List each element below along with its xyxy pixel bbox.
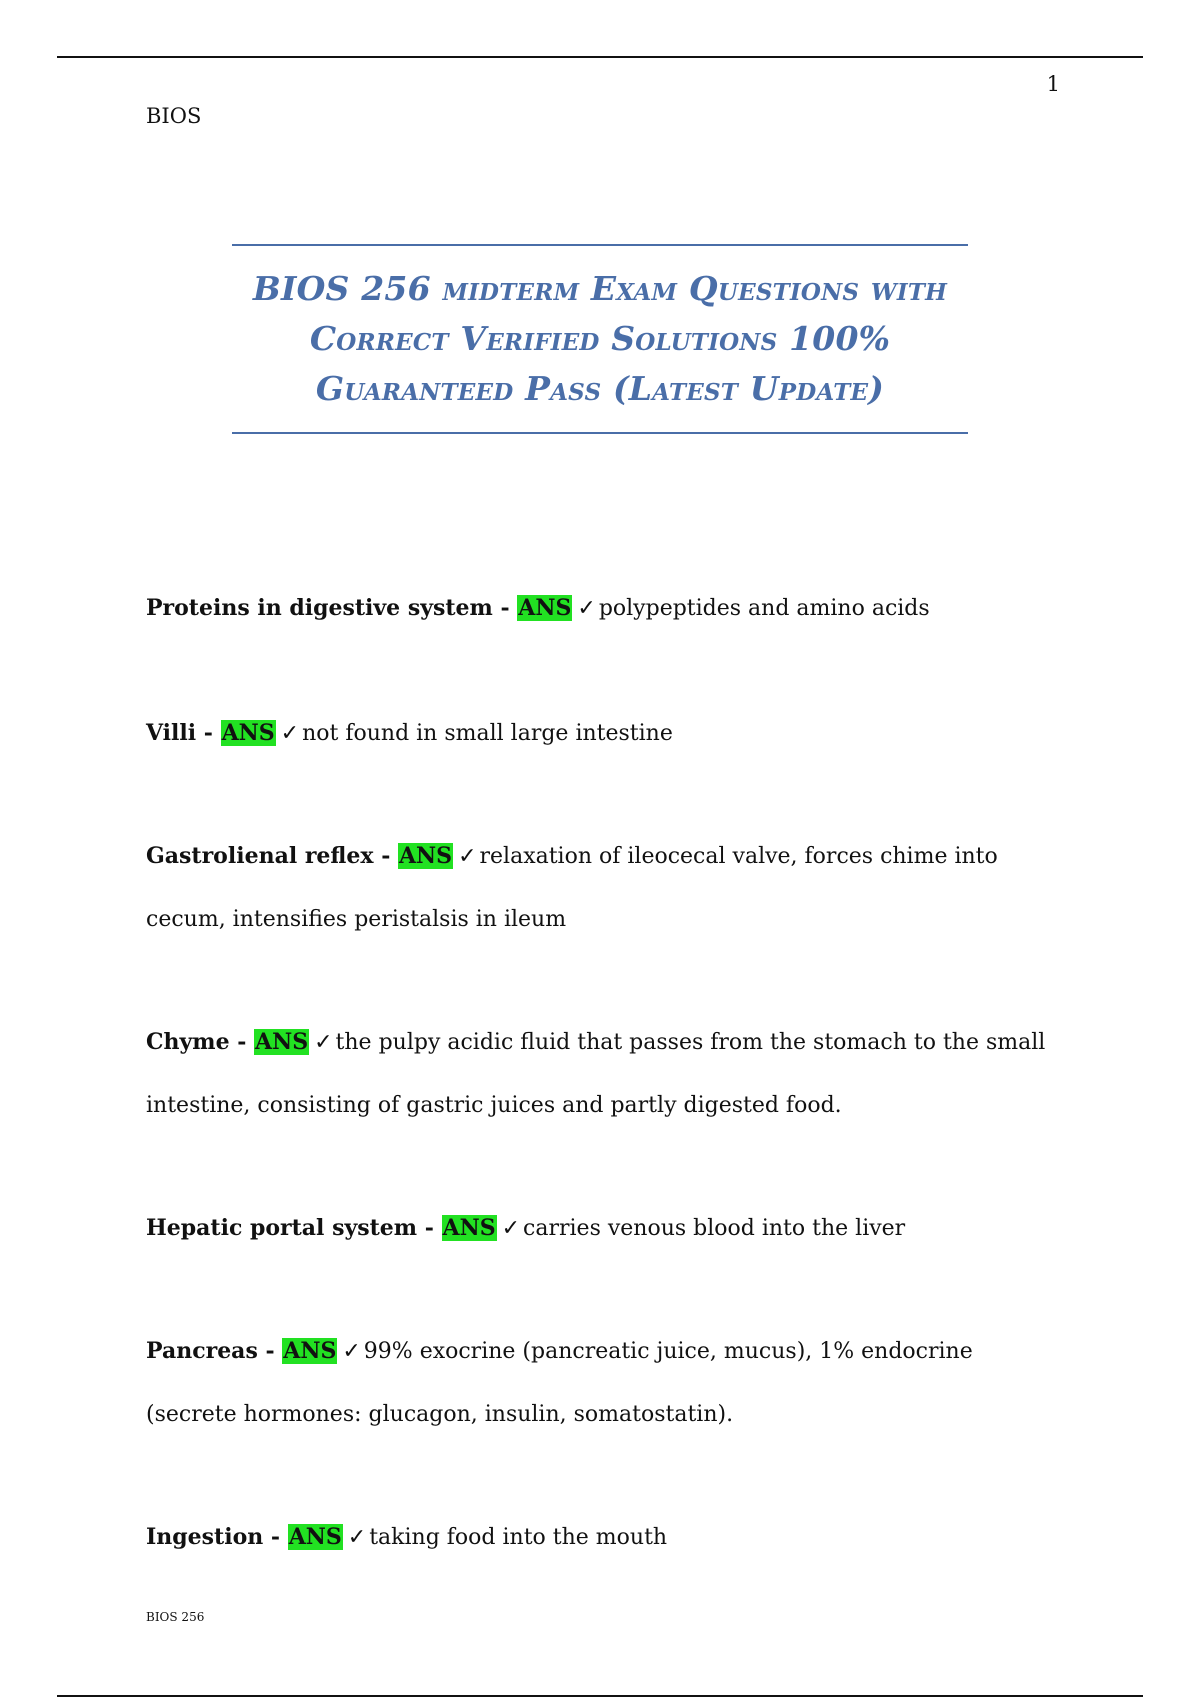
ans-badge: ANS: [283, 1338, 337, 1364]
ans-badge: ANS: [288, 1524, 342, 1550]
qa-answer: carries venous blood into the liver: [523, 1216, 906, 1241]
qa-term: Ingestion: [146, 1524, 264, 1550]
qa-term: Proteins in digestive system: [146, 595, 493, 621]
top-rule: [57, 56, 1143, 58]
page-number: 1: [1046, 72, 1060, 96]
qa-separator: -: [417, 1215, 442, 1241]
qa-item: [146, 1506, 1046, 1569]
qa-term: Villi: [146, 720, 197, 746]
qa-term: Pancreas: [146, 1338, 258, 1364]
qa-answer: 99% exocrine (pancreatic juice, mucus), 1% endocrine (secrete hormones: glucagon, insulin, somatostatin).: [146, 1339, 973, 1427]
title-line: BIOS 256 midterm Exam Questions with: [252, 269, 948, 308]
check-icon: ✓: [458, 844, 477, 869]
qa-answer: relaxation of ileocecal valve, forces chime into cecum, intensifies peristalsis in ileum: [146, 844, 998, 932]
qa-term: Hepatic portal system: [146, 1215, 418, 1241]
qa-item: [146, 702, 1046, 765]
qa-item: [146, 1320, 1046, 1446]
qa-separator: -: [492, 595, 518, 621]
qa-item: [146, 1011, 1046, 1137]
check-icon: ✓: [342, 1339, 361, 1364]
qa-item: [146, 825, 1046, 951]
ans-badge: ANS: [442, 1215, 496, 1241]
qa-item: [146, 1197, 1046, 1260]
running-header: BIOS: [146, 104, 202, 128]
check-icon: ✓: [577, 596, 596, 621]
title-line: Correct Verified Solutions 100%: [309, 319, 891, 358]
ans-badge: ANS: [221, 720, 275, 746]
qa-answer: polypeptides and amino acids: [598, 596, 930, 621]
ans-badge: ANS: [255, 1029, 309, 1055]
qa-separator: -: [196, 720, 221, 746]
ans-badge: ANS: [518, 595, 572, 621]
check-icon: ✓: [280, 721, 300, 746]
check-icon: ✓: [314, 1030, 333, 1055]
qa-separator: -: [263, 1524, 288, 1550]
check-icon: ✓: [347, 1525, 367, 1550]
document-title: [232, 244, 968, 434]
qa-answer: the pulpy acidic fluid that passes from the stomach to the small intestine, consisting of gastric juices and partly digested food.: [146, 1030, 1046, 1118]
qa-answer: not found in small large intestine: [302, 721, 673, 746]
qa-separator: -: [257, 1338, 283, 1364]
bottom-rule: [57, 1695, 1143, 1697]
qa-item: [146, 577, 1046, 640]
qa-separator: -: [229, 1029, 255, 1055]
qa-separator: -: [373, 843, 398, 869]
running-footer: BIOS 256: [146, 1610, 205, 1624]
title-line: Guaranteed Pass (Latest Update): [315, 369, 885, 408]
ans-badge: ANS: [398, 843, 453, 869]
qa-term: Chyme: [146, 1029, 230, 1055]
qa-term: Gastrolienal reflex: [146, 843, 374, 869]
check-icon: ✓: [501, 1216, 521, 1241]
qa-answer: taking food into the mouth: [369, 1525, 668, 1550]
